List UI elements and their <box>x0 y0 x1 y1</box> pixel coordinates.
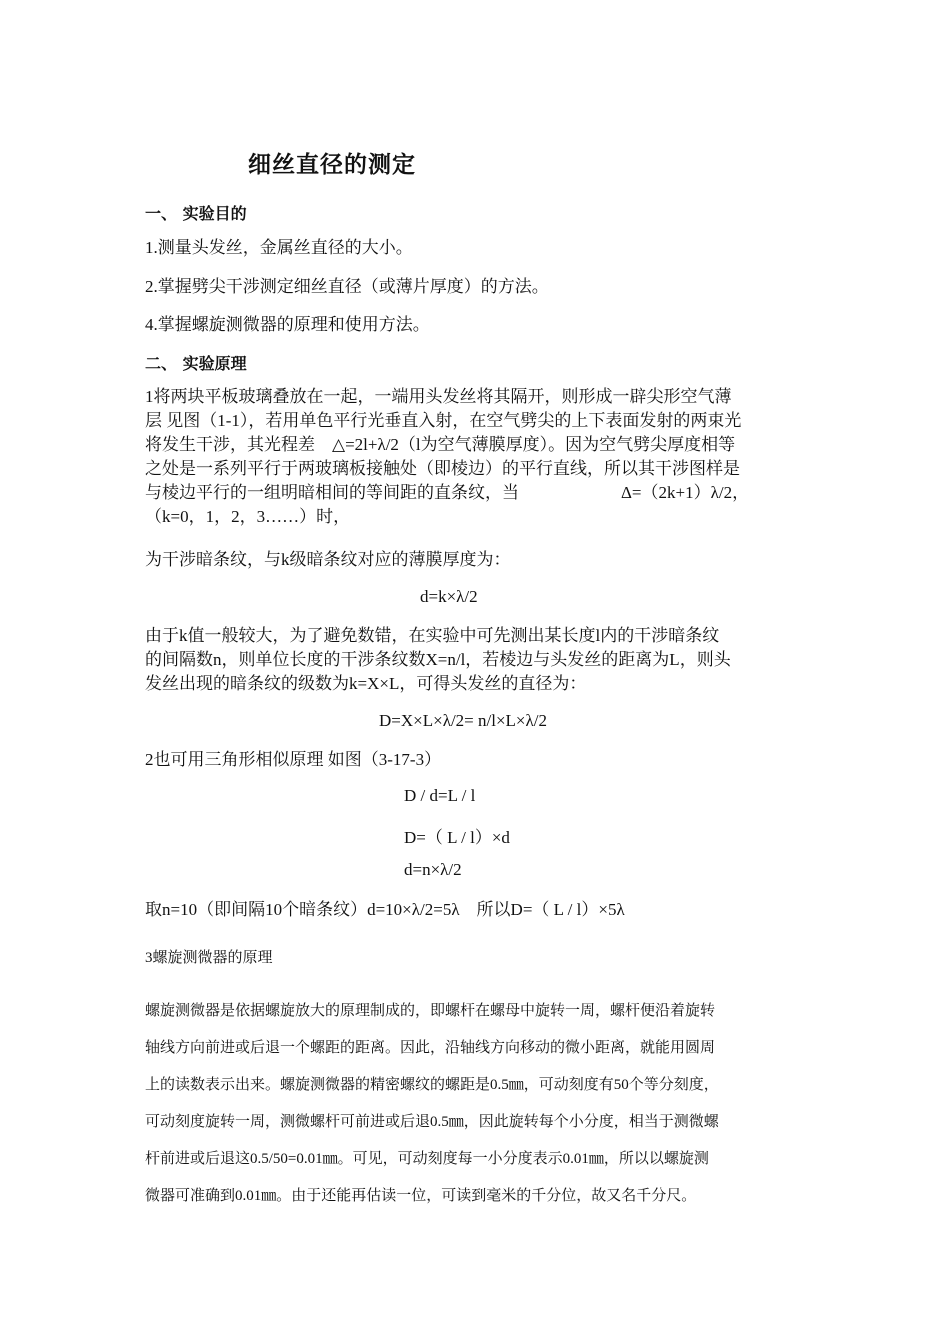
paragraph-line: 上的读数表示出来。螺旋测微器的精密螺纹的螺距是0.5㎜，可动刻度有50个等分刻度， <box>145 1077 719 1093</box>
formula-D-ratio: D=（ L / l）×d <box>404 828 510 847</box>
paragraph-line: 杆前进或后退这0.5/50=0.01㎜。可见，可动刻度每一小分度表示0.01㎜，所以以螺旋测 <box>145 1151 709 1167</box>
formula-d-n: d=n×λ/2 <box>404 860 462 879</box>
paragraph-line: 的间隔数n，则单位长度的干涉条纹数X=n/l，若棱边与头发丝的距离为L，则头 <box>145 650 731 669</box>
paragraph-line: 螺旋测微器是依据螺旋放大的原理制成的，即螺杆在螺母中旋转一周，螺杆便沿着旋转 <box>145 1003 716 1019</box>
principle-paragraph-1 <box>145 385 815 529</box>
paragraph-line: （k=0，1，2，3……）时， <box>145 507 351 526</box>
document-title: 细丝直径的测定 <box>248 152 416 178</box>
paragraph-line: 微器可准确到0.01㎜。由于还能再估读一位，可读到毫米的千分位，故又名千分尺。 <box>145 1188 697 1204</box>
paragraph-line: 之处是一系列平行于两玻璃板接触处（即棱边）的平行直线，所以其干涉图样是 <box>145 459 740 478</box>
paragraph-line: 将发生干涉，其光程差 △=2l+λ/2（l为空气薄膜厚度）。因为空气劈尖厚度相等 <box>145 435 736 454</box>
purpose-item-2: 2.掌握劈尖干涉测定细丝直径（或薄片厚度）的方法。 <box>145 277 549 296</box>
formula-d-k: d=k×λ/2 <box>420 587 478 606</box>
purpose-item-1: 1.测量头发丝，金属丝直径的大小。 <box>145 238 413 257</box>
section-heading-purpose: 一、 实验目的 <box>145 204 247 223</box>
paragraph-line: 1将两块平板玻璃叠放在一起，一端用头发丝将其隔开，则形成一辟尖形空气薄 <box>145 387 732 406</box>
paragraph-line: 层 见图（1-1），若用单色平行光垂直入射，在空气劈尖的上下表面发射的两束光 <box>145 411 742 430</box>
take-n-line: 取n=10（即间隔10个暗条纹）d=10×λ/2=5λ 所以D=（ L / l）×5λ <box>145 900 625 919</box>
purpose-item-3: 4.掌握螺旋测微器的原理和使用方法。 <box>145 315 430 334</box>
micrometer-heading: 3螺旋测微器的原理 <box>145 950 273 966</box>
micrometer-paragraph <box>145 993 815 1215</box>
paragraph-line: 发丝出现的暗条纹的级数为k=X×L，可得头发丝的直径为： <box>145 674 587 693</box>
section-heading-principle: 二、 实验原理 <box>145 354 247 373</box>
triangle-method-line: 2也可用三角形相似原理 如图（3-17-3） <box>145 750 442 769</box>
paragraph-line: 由于k值一般较大，为了避免数错，在实验中可先测出某长度l内的干涉暗条纹 <box>145 626 720 645</box>
paragraph-line: 可动刻度旋转一周，测微螺杆可前进或后退0.5㎜，因此旋转每个小分度，相当于测微螺 <box>145 1114 719 1130</box>
paragraph-line: 轴线方向前进或后退一个螺距的距离。因此，沿轴线方向移动的微小距离，就能用圆周 <box>145 1040 716 1056</box>
dark-fringe-line: 为干涉暗条纹，与k级暗条纹对应的薄膜厚度为： <box>145 550 511 569</box>
principle-paragraph-2 <box>145 624 815 696</box>
paragraph-line: 与棱边平行的一组明暗相间的等间距的直条纹，当 Δ=（2k+1）λ/2， <box>145 483 750 502</box>
formula-diameter: D=X×L×λ/2= n/l×L×λ/2 <box>379 711 547 730</box>
formula-ratio: D / d=L / l <box>404 786 476 805</box>
